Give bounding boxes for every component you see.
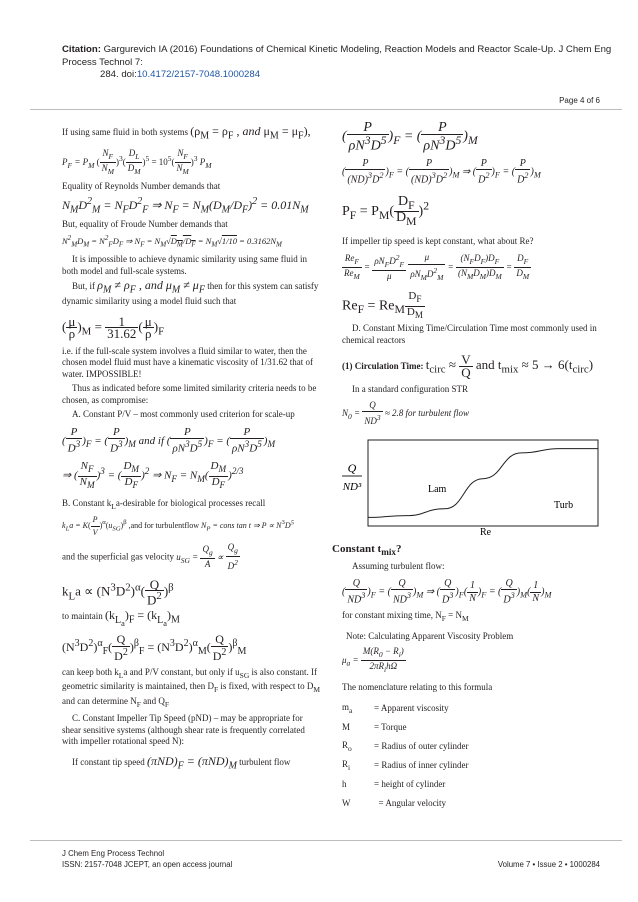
eq-froude: $N^2_MD_M = N^2_FD_F$ ⇒ $N_F = N_M√D_M/D_F = N_M√1/10 = 0.3162N_M$ — [62, 234, 282, 249]
graph-y-num: Q — [347, 460, 357, 475]
right-para-5: Assuming turbulent flow: — [352, 561, 445, 572]
left-para-13: C. Constant Impeller Tip Speed (pND) – may be appropriate for shear sensitive systems (although shear rate is frequently correlated with impeller rotational speed N): — [62, 713, 305, 747]
flow-graph-svg — [342, 436, 602, 536]
nomenclature-definition: = Radius of outer cylinder — [374, 740, 469, 751]
citation-label: Citation: — [62, 44, 101, 55]
eq-r1: ( $\frac{P}{\rho N^3D^5}$ )$_F$ = ( $\frac{P}{\rho N^3D^5}$ )$_M$ — [342, 120, 478, 154]
left-para-4: It is impossible to achieve dynamic similarity using same fluid in both model and full-scale systems. — [62, 254, 307, 276]
left-para-6: i.e. if the full-scale system involves a fluid similar to water, then the chosen model fluid must have a kinematic viscosity of 1/31.62 that of water. IMPOSSIBLE! — [62, 345, 313, 379]
right-para-7: Note: Calculating Apparent Viscosity Problem — [346, 630, 514, 641]
left-para-8: A. Constant P/V – most commonly used criterion for scale-up — [72, 409, 295, 420]
citation-text: Gargurevich IA (2016) Foundations of Chemical Kinetic Modeling, Reaction Models and Reactor Scale-Up. J Chem Eng Process Technol 7: — [62, 44, 612, 68]
nomenclature-symbol: M — [342, 721, 351, 732]
eq-re2: $Re_F = Re_M$ $\frac{D_F}{D_M}$ — [342, 289, 423, 320]
nomenclature-definition: = Torque — [374, 721, 407, 732]
graph-lam-label: Lam — [428, 483, 447, 495]
right-para-3: (1) Circulation Time: $t_{circ}$ ≈ $\frac{V}{Q}$ and $t_{mix} \approx 5 \to 6(t_{circ})$ — [342, 352, 594, 380]
eq-maintain: $(N^3D^2)^\alpha_F$( $\frac{Q}{D^2}$ )$^\beta_F = (N^3D^2)^\alpha_M$( $\frac{Q}{D^2}$ )$^\beta_M$ — [62, 632, 247, 663]
right-para-2: D. Constant Mixing Time/Circulation Time most commonly used in chemical reactors — [342, 323, 597, 345]
nomenclature-item — [342, 699, 612, 718]
footer-issn: ISSN: 2157-7048 JCEPT, an open access journal — [62, 860, 233, 869]
nomenclature-definition: = height of cylinder — [374, 778, 446, 789]
page-number: Page 4 of 6 — [559, 96, 600, 105]
nomenclature-symbol: $R_o$ — [342, 739, 352, 753]
ratio-value: 31.62 — [107, 326, 137, 342]
graph-turb-label: Turb — [554, 499, 574, 511]
left-para-5: But, if $\rho_M \ne \rho_F$ , and $\mu_M \ne \mu_F$ then for this system can satisfy dynamic similarity using a model fluid such that — [62, 278, 319, 307]
left-para-12: can keep both $k_La$ and P/V constant, but only if $u_{SG}$ is also constant. If geometric similarity is maintained, then $D_F$ is fixed, with respect to $D_M$ and can determine $N_F$ and $Q_F$ — [62, 667, 321, 709]
section-heading: Constant $t_{mix}$? — [332, 542, 402, 557]
left-para-10: and the superficial gas velocity $u_{SG}$ = $\frac{Q_g}{A}$ ∝ $\frac{Q_g}{D^2}$ — [62, 542, 238, 572]
nomenclature-symbol: $m_a$ — [342, 701, 353, 715]
flow-graph — [342, 436, 602, 536]
eq-pf: $P_F = P_M$ ( $\frac{N_F}{N_M}$ )$^3$( $\frac{D_L}{D_M}$ )$^5 = 10^5$( $\frac{N_F}{N_M}$ )$^3$ $P_M$ — [62, 147, 212, 176]
nomenclature-definition: = Radius of inner cylinder — [374, 759, 469, 770]
nomenclature-definition: = Apparent viscosity — [374, 702, 449, 713]
citation — [62, 44, 622, 82]
nomenclature-item — [342, 718, 612, 737]
nomenclature-item — [342, 775, 612, 794]
left-para-9: B. Constant $k_La$-desirable for biological processes recall — [62, 497, 266, 511]
right-column — [332, 120, 612, 813]
nomenclature-item — [342, 756, 612, 775]
doi-link[interactable]: 10.4172/2157-7048.1000284 — [136, 69, 261, 80]
nomenclature-definition: = Angular velocity — [374, 797, 447, 808]
right-para-1: If impeller tip speed is kept constant, what about Re? — [342, 235, 534, 246]
footer-left — [62, 848, 232, 870]
eq-mu: $\mu_a$ = $\frac{M(R_0 - R_i)}{2\pi R_ih\Omega}$ — [342, 646, 404, 675]
nomenclature-symbol: W — [342, 797, 351, 808]
nomenclature-item — [342, 794, 612, 813]
eq-n0: $N_0$ = $\frac{Q}{ND^3}$ ≈ 2.8 for turbulent flow — [342, 399, 470, 427]
eq-kla-prop: $k_La \propto (N^3D^2)^\alpha$( $\frac{Q}{D^2}$ )$^\beta$ — [62, 576, 174, 608]
right-para-8: The nomenclature relating to this formula — [342, 681, 493, 692]
nomenclature-symbol: $R_i$ — [342, 758, 351, 772]
graph-frame — [368, 440, 598, 526]
eq-model-fluid: ( $\frac{\mu}{\rho}$ )$_M$ = $\frac{1}{31.62}$ ( $\frac{\mu}{\rho}$ )$_F$ — [62, 313, 165, 342]
left-para-2: Equality of Reynolds Number demands that — [62, 181, 221, 192]
graph-x-label: Re — [480, 526, 492, 536]
eq-tmix: ( $\frac{Q}{ND^3}$ )$_F$ = ( $\frac{Q}{ND^3}$ )$_M$ ⇒ ( $\frac{Q}{D^3}$ )$_F$( $\frac{1}{N}$ )$_F$ = ( $\frac{Q}{D^3}$ )$_M$( $\frac{1}{N}$ )$_M$ — [342, 577, 552, 606]
right-para-4: In a standard configuration STR — [352, 384, 468, 395]
left-para-14: If constant tip speed $(\pi ND)_F = (\pi ND)_M$ turbulent flow — [72, 753, 291, 771]
nomenclature-list — [342, 699, 612, 813]
left-para-11: to maintain $(k_{L_a})_F = (k_{L_a})_M$ — [62, 608, 180, 628]
footer-rule — [30, 840, 622, 841]
eq-r2: ( $\frac{P}{(ND)^3D^2}$ )$_F$ = ( $\frac{P}{(ND)^3D^2}$ )$_M$ ⇒ ( $\frac{P}{D^2}$ )$_F$ = ( $\frac{P}{D^2}$ )$_M$ — [342, 157, 541, 186]
eq-pv: ( $\frac{P}{D^3}$ )$_F$ = ( $\frac{P}{D^3}$ )$_M$ and if ( $\frac{P}{\rho N^3D^5}$ )$_F$ = ( $\frac{P}{\rho N^3D^5}$ )$_M$ — [62, 425, 276, 455]
eq-reynolds: $N_MD^2_M = N_FD^2_F$ ⇒ $N_F = N_M(D_M/D_F)^2 = 0.01N_M$ — [62, 195, 309, 216]
eq-r3: $P_F = P_M$( $\frac{D_F}{D_M}$ )$^2$ — [342, 193, 430, 229]
left-column — [62, 126, 322, 771]
left-para-7: Thus as indicated before some limited similarity criteria needs to be chosen, as compromise: — [62, 383, 317, 405]
nomenclature-item — [342, 737, 612, 756]
left-para-3: But, equality of Froude Number demands that — [62, 218, 228, 229]
eq-re: $\frac{Re_F}{Re_M}$ = $\frac{\rho N_FD^2_F}{\mu}$ $\frac{\mu}{\rho N_MD^2_M}$ = $\frac{(N_FD_F)D_F}{(N_MD_M)D_M}$ = $\frac{D_F}{D_M}$ — [344, 252, 530, 282]
right-para-6: for constant mixing time, $N_F = N_M$ — [342, 610, 469, 624]
left-para-1: If using same fluid in both systems ($\rho_M = \rho_F$ , and $\mu_M = \mu_F$), — [62, 124, 311, 142]
footer-journal: J Chem Eng Process Technol — [62, 849, 165, 858]
nomenclature-symbol: h — [342, 778, 347, 789]
eq-kla: $k_La = K$( $\frac{P}{V}$ )$^\alpha(u_{SG})^\beta$ ,and for turbulentflow $N_P$ = cons tan t ⇒ $P \propto N^3D^5$ — [62, 515, 294, 537]
citation-pages: 284. doi: — [100, 69, 137, 80]
graph-y-den: ND³ — [342, 480, 362, 493]
eq-nf: ⇒ ( $\frac{N_F}{N_M}$ )$^3$ = ( $\frac{D_M}{D_F}$ )$^2$ ⇒ $N_F = N_M$( $\frac{D_M}{D_F}$ )$^{2/3}$ — [62, 460, 244, 491]
footer-volume: Volume 7 • Issue 2 • 1000284 — [497, 860, 600, 869]
header-rule — [30, 109, 622, 110]
